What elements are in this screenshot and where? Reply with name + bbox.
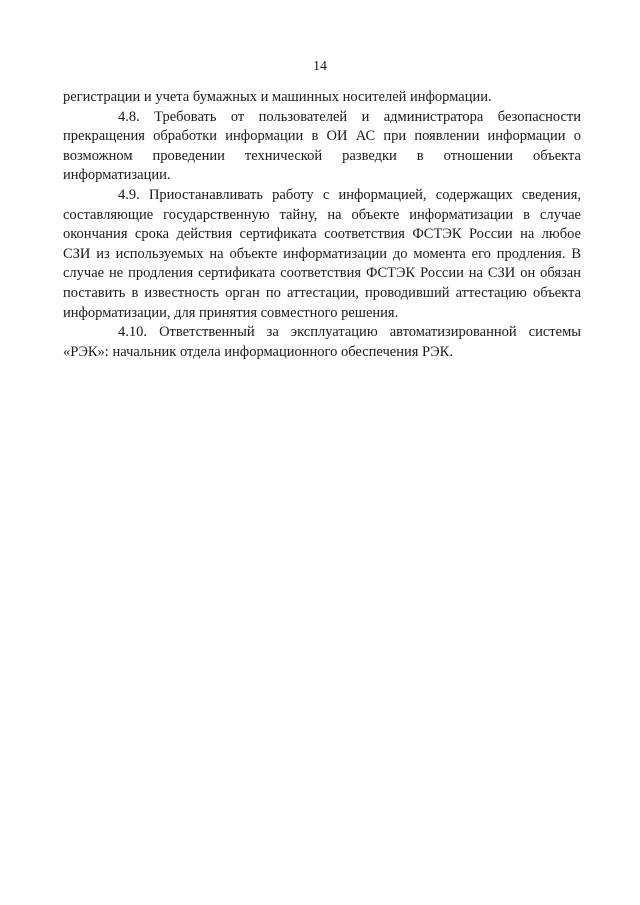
paragraph-4-10: 4.10. Ответственный за эксплуатацию автоматизированной системы «РЭК»: начальник отдела информационного обеспечения РЭК. [63, 324, 581, 360]
paragraph-4-8: 4.8. Требовать от пользователей и администратора безопасности прекращения обработки информации в ОИ АС при появлении информации о возможном проведении технической разведки в отношении объекта информатизации. [63, 108, 581, 184]
document-body [63, 88, 581, 362]
paragraph-continuation: регистрации и учета бумажных и машинных носителей информации. [63, 89, 492, 105]
paragraph-4-9: 4.9. Приостанавливать работу с информацией, содержащих сведения, составляющие государственную тайну, на объекте информатизации в случае окончания срока действия сертификата соответствия ФСТЭК России на любое СЗИ из используемых на объекте информатизации до момента его продления. В случае не продления сертификата соответствия ФСТЭК России на СЗИ он обязан поставить в известность орган по аттестации, проводивший аттестацию объекта информатизации, для принятия совместного решения. [63, 186, 581, 321]
page-number: 14 [313, 59, 327, 74]
